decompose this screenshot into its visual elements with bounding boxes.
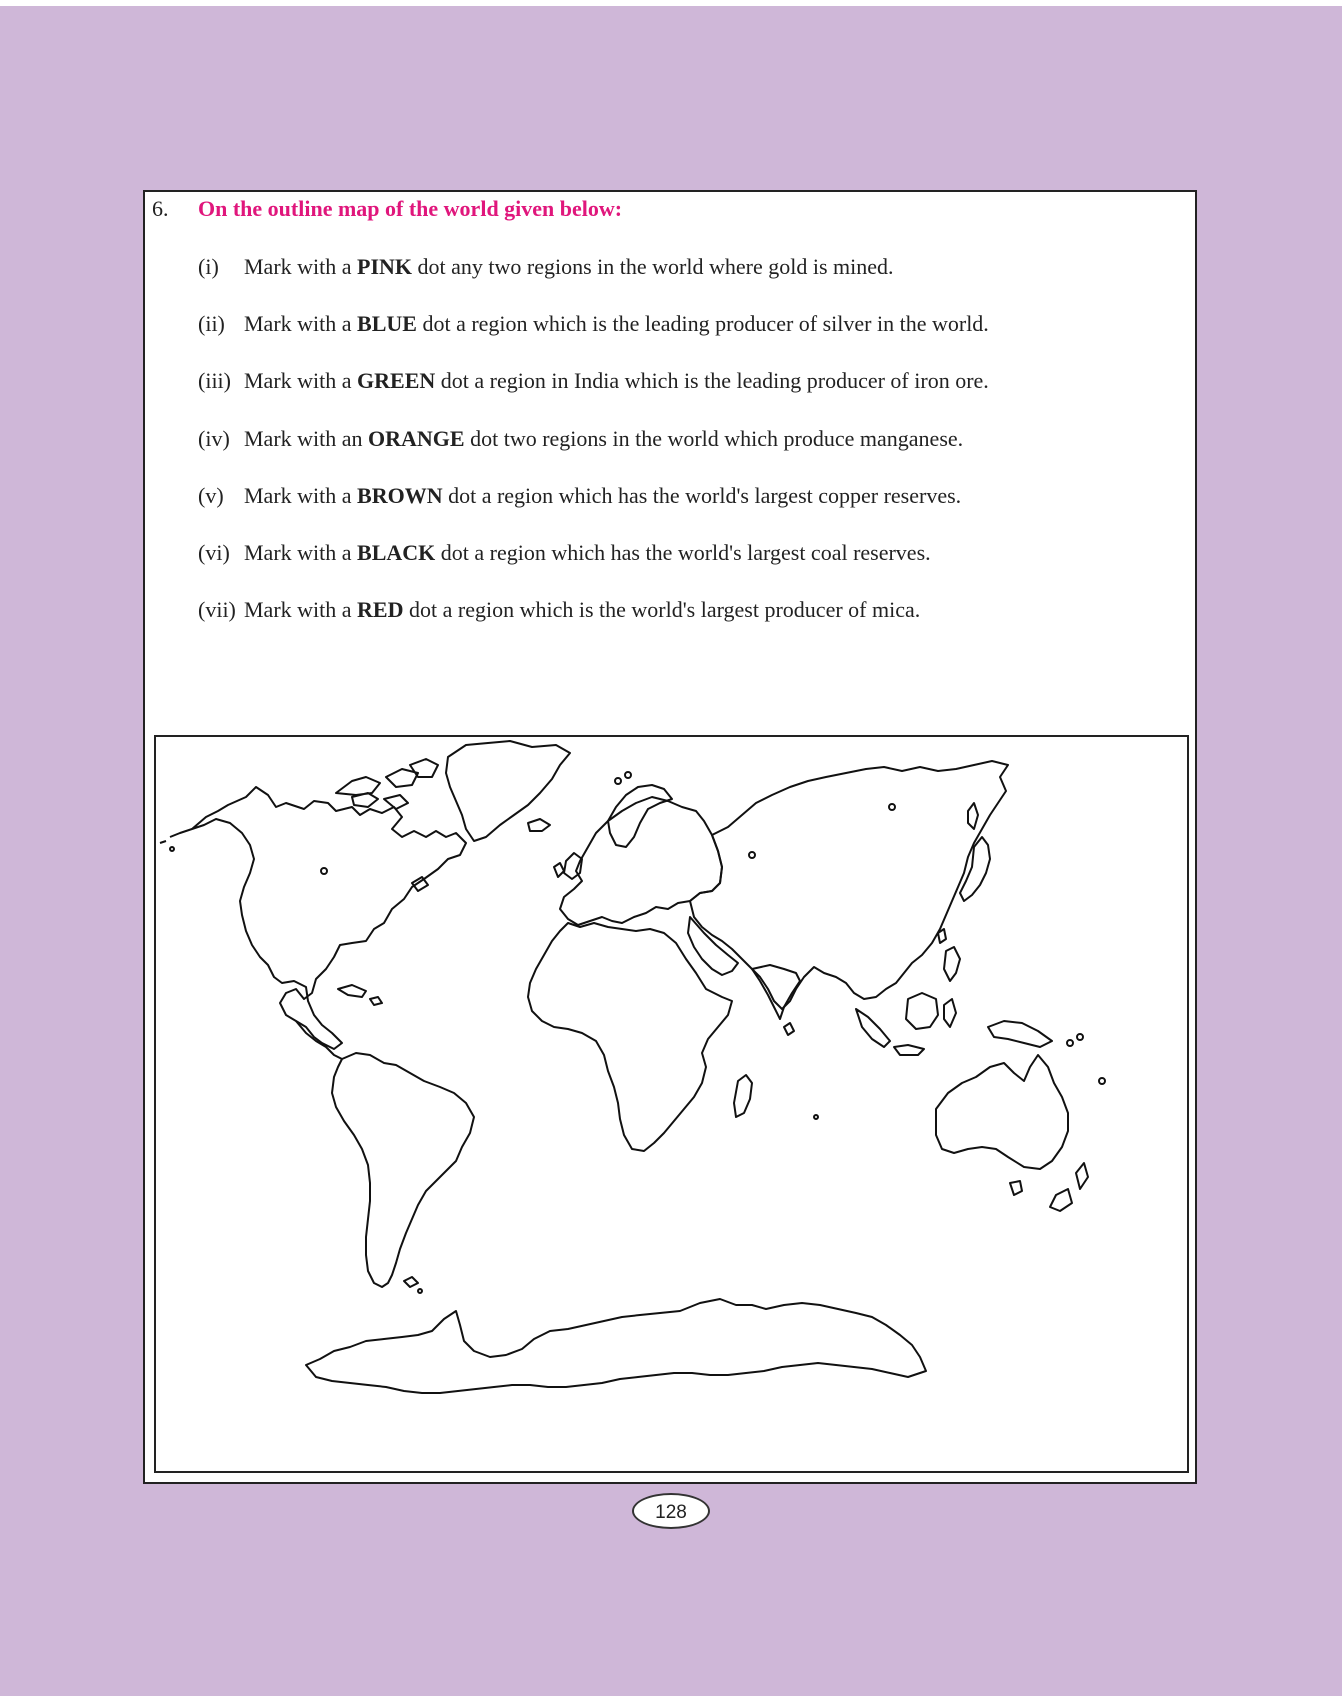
item-number: (i) — [198, 254, 219, 279]
aleutian-islands — [160, 829, 192, 843]
north-america-outline — [192, 787, 466, 1049]
sri-lanka-outline — [784, 1023, 794, 1035]
item-color: GREEN — [357, 368, 436, 393]
island-dot — [749, 852, 755, 858]
asia-outline — [690, 761, 1008, 1009]
taiwan-outline — [938, 929, 946, 943]
europe-outline — [560, 797, 722, 925]
madagascar-outline — [734, 1075, 752, 1117]
item-text-post: dot two regions in the world which produce manganese. — [464, 426, 964, 451]
island-dot — [170, 847, 174, 851]
instruction-item — [198, 311, 989, 337]
antarctica-outline — [306, 1299, 926, 1393]
instruction-item — [198, 254, 894, 280]
tasmania-outline — [1010, 1181, 1022, 1195]
instruction-item — [198, 483, 961, 509]
item-color: BLACK — [357, 540, 436, 565]
page-bottom-edge — [0, 1696, 1342, 1702]
item-text-post: dot a region which has the world's largest copper reserves. — [442, 483, 962, 508]
page-number-badge: 128 — [632, 1493, 710, 1529]
item-color: BROWN — [357, 483, 443, 508]
newfoundland-outline — [412, 877, 428, 891]
instruction-item — [198, 540, 931, 566]
item-text-pre: Mark with a — [244, 483, 358, 508]
item-color: RED — [357, 597, 404, 622]
borneo-outline — [906, 993, 938, 1029]
question-number: 6. — [152, 196, 169, 221]
island-dot — [625, 772, 631, 778]
item-text-pre: Mark with a — [244, 368, 358, 393]
instruction-item — [198, 597, 920, 623]
iceland-outline — [528, 819, 550, 831]
item-text-pre: Mark with a — [244, 254, 358, 279]
item-number: (v) — [198, 483, 224, 508]
island-dot — [615, 778, 621, 784]
island-dot — [889, 804, 895, 810]
item-text-post: dot a region which is the leading producer of silver in the world. — [416, 311, 989, 336]
item-number: (iii) — [198, 368, 231, 393]
caribbean-islands — [370, 997, 382, 1005]
item-color: BLUE — [357, 311, 417, 336]
india-outline — [752, 965, 800, 1019]
item-color: PINK — [357, 254, 413, 279]
cuba-outline — [338, 985, 366, 997]
ireland-outline — [554, 863, 564, 877]
new-zealand-outline — [1050, 1163, 1088, 1211]
page-top-edge — [0, 0, 1342, 6]
instruction-item — [198, 426, 963, 452]
item-text-pre: Mark with a — [244, 597, 358, 622]
island-dot — [1099, 1078, 1105, 1084]
question-title: On the outline map of the world given below: — [198, 196, 623, 221]
island-dot — [321, 868, 327, 874]
item-number: (vi) — [198, 540, 230, 565]
item-number: (iv) — [198, 426, 230, 451]
south-america-outline — [332, 1053, 474, 1287]
falklands-outline — [404, 1277, 418, 1287]
item-color: ORANGE — [368, 426, 465, 451]
greenland-outline — [446, 741, 570, 841]
island-dot — [814, 1115, 818, 1119]
arctic-islands — [336, 759, 438, 809]
item-text-post: dot a region which is the world's largest producer of mica. — [403, 597, 921, 622]
item-text-pre: Mark with a — [244, 311, 358, 336]
island-dot — [418, 1289, 422, 1293]
instruction-item — [198, 368, 989, 394]
java-outline — [894, 1045, 924, 1055]
item-number: (vii) — [198, 597, 236, 622]
new-guinea-outline — [988, 1021, 1052, 1047]
item-text-pre: Mark with an — [244, 426, 369, 451]
sumatra-outline — [856, 1009, 890, 1047]
item-text-post: dot a region in India which is the leading producer of iron ore. — [435, 368, 989, 393]
item-text-pre: Mark with a — [244, 540, 358, 565]
world-map-outline-drawing — [156, 737, 1187, 1471]
island-dot — [1077, 1034, 1083, 1040]
item-number: (ii) — [198, 311, 225, 336]
sakhalin-outline — [968, 803, 978, 829]
world-outline-map[interactable] — [154, 735, 1189, 1473]
arabian-peninsula-outline — [688, 917, 738, 975]
philippines-outline — [944, 947, 960, 981]
australia-outline — [936, 1055, 1068, 1169]
scandinavia-outline — [608, 785, 672, 847]
sulawesi-outline — [944, 999, 956, 1027]
item-text-post: dot a region which has the world's largest coal reserves. — [435, 540, 931, 565]
island-dot — [1067, 1040, 1073, 1046]
item-text-post: dot any two regions in the world where gold is mined. — [412, 254, 894, 279]
